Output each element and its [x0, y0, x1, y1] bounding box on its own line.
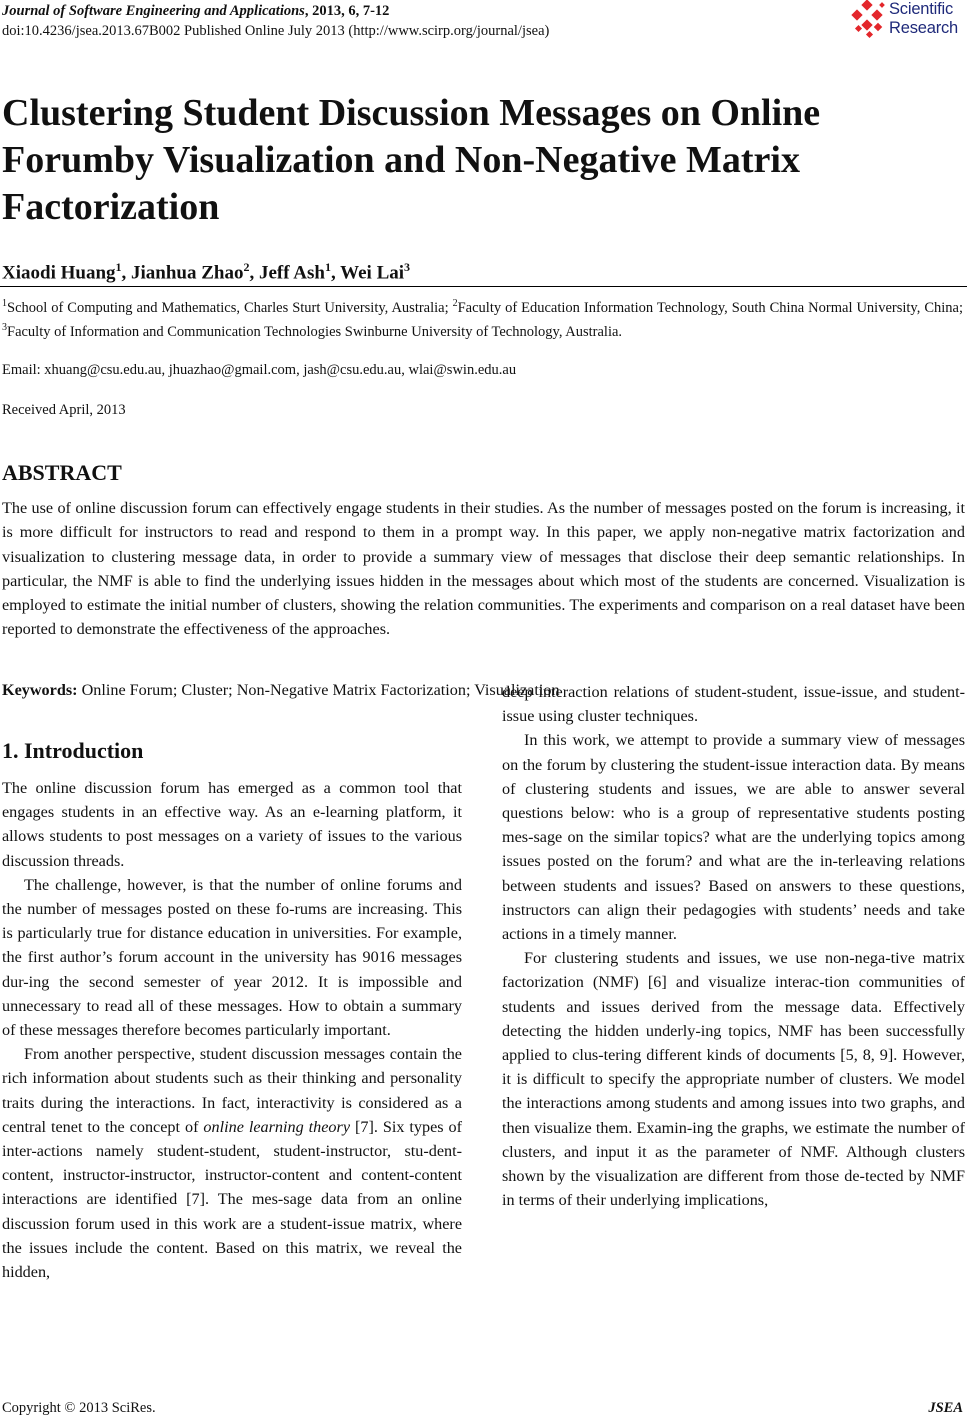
- paragraph: deep interaction relations of student-student, issue-issue, and student-issue using cluster techniques.: [502, 683, 965, 726]
- doi-line: doi:10.4236/jsea.2013.67B002 Published Online July 2013 (http://www.scirp.org/journal/jsea): [2, 23, 550, 39]
- author-separator: ,: [121, 262, 132, 284]
- keywords-text: Online Forum; Cluster; Non-Negative Matrix Factorization; Visualization: [77, 681, 560, 699]
- title-divider: [0, 286, 967, 287]
- paragraph-text: [7]. Six types of inter-actions namely student-student, student-instructor, stu-dent-content, instructor-instructor, instructor-content and content-content interactions are identified [7]. The mes-sage data from an online discussion forum used in this work are a student-issue matrix, where the issues include the content. Based on this matrix, we reveal the hidden,: [2, 1117, 463, 1282]
- author-emails: Email: xhuang@csu.edu.au, jhuazhao@gmail.com, jash@csu.edu.au, wlai@swin.edu.au: [2, 362, 517, 378]
- affil-sup: 2: [452, 298, 458, 309]
- affil-sup: 3: [2, 321, 7, 333]
- keywords-label: Keywords:: [2, 681, 78, 699]
- footer-journal-abbrev: JSEA: [928, 1400, 963, 1416]
- paragraph: The online discussion forum has emerged as a common tool that engages students in an effective way. As an e-learning platform, it allows students to post messages on a variety of issues to the various discussion threads.: [2, 779, 462, 870]
- author-affil-sup: 1: [115, 260, 122, 274]
- journal-volume: , 2013, 6, 7-12: [304, 3, 390, 19]
- affil-text: Faculty of Education Information Technology, South China Normal University, China;: [457, 299, 963, 316]
- affil-text: Faculty of Information and Communication Technologies Swinburne University of Technology, Australia.: [7, 323, 623, 340]
- journal-name: Journal of Software Engineering and Applications: [2, 3, 305, 19]
- emphasis-text: online learning theory: [203, 1117, 351, 1136]
- paragraph: For clustering students and issues, we use non-nega-tive matrix factorization (NMF) [6] and visualize interac-tion communities of students and issues derived from the message data. Effectively detecting the hidden underly-ing topics, NMF has been successfully applied to clus-tering different kinds of documents [5, 8, 9]. However, it is difficult to specify the appropriate number of clusters. We model the interactions among students and among issues into two graphs, and then visualize them. Examin-ing the graphs, we estimate the number of clusters, and input it as the parameter of NMF. Although clusters shown by the visualization are different from those de-tected by NMF in terms of their underlying implications,: [502, 949, 965, 1210]
- right-column: [502, 680, 965, 1212]
- author-affil-sup: 2: [243, 260, 250, 274]
- paragraph: [2, 1042, 462, 1284]
- affil-sup: 1: [2, 298, 7, 309]
- author-name: Wei Lai: [340, 262, 405, 284]
- keywords: [2, 678, 560, 702]
- author-list: [2, 254, 410, 286]
- abstract-body: The use of online discussion forum can effectively engage students in their studies. As the number of messages posted on the forum is increasing, it is more difficult for instructors to read and respond to them in a prompt way. In this paper, we apply non-negative matrix factorization and visualization to clustering message data, in order to provide a summary view of messages that disclose their deep semantic relationships. In particular, the NMF is able to find the underlying issues hidden in the messages about which most of the students are concerned. Visualization is employed to estimate the initial number of clusters, showing the relation communities. The experiments and comparison on a real dataset have been reported to demonstrate the effectiveness of the approaches.: [2, 499, 965, 639]
- author-separator: ,: [249, 262, 259, 284]
- publisher-logo: [850, 0, 967, 44]
- author-affil-sup: 3: [404, 260, 411, 274]
- paper-title: Clustering Student Discussion Messages on Online Forumby Visualization and Non-Negative Matrix Factorization: [2, 92, 821, 228]
- footer-copyright: Copyright © 2013 SciRes.: [2, 1400, 156, 1416]
- author-name: Jianhua Zhao: [131, 262, 244, 284]
- left-column: [2, 776, 462, 1284]
- journal-header: [2, 2, 389, 21]
- logo-text-line2: Research: [889, 19, 959, 37]
- scientific-research-logo-icon: [850, 0, 890, 44]
- author-separator: ,: [330, 262, 341, 284]
- abstract-heading: ABSTRACT: [2, 460, 122, 485]
- received-date: Received April, 2013: [2, 402, 126, 418]
- author-name: Jeff Ash: [259, 262, 325, 284]
- author-affil-sup: 1: [324, 260, 331, 274]
- paragraph-text: From another perspective, student discussion messages contain the rich information about students such as their thinking and personality traits during the interactions. In fact, interactivity is considered as a central tenet to the concept of: [2, 1045, 462, 1136]
- logo-text-line1: Scientific: [889, 0, 954, 18]
- section-heading-introduction: 1. Introduction: [2, 738, 144, 763]
- paragraph: The challenge, however, is that the number of online forums and the number of messages posted on these fo-rums are increasing. This is particularly true for distance education in universities. For example, the first author’s forum account in the university has 9016 messages dur-ing the second semester of year 2012. It is impossible and unnecessary to read all of these messages. How to obtain a summary of these messages therefore becomes particularly important.: [2, 875, 462, 1040]
- author-name: Xiaodi Huang: [2, 262, 116, 284]
- affiliations: [2, 294, 963, 342]
- logo-text: [889, 0, 958, 38]
- affil-text: School of Computing and Mathematics, Charles Sturt University, Australia;: [7, 299, 453, 316]
- paragraph: In this work, we attempt to provide a summary view of messages on the forum by clustering the student-issue interaction data. By means of clustering students and issues, we are able to answer several questions below: who is a group of representative students posting mes-sage on the similar topics? what are the underlying topics among issues posted on the forum? and what are the in-terleaving relations between students and issues? Based on answers to these questions, instructors can align their pedagogies with students’ needs and take actions in a timely manner.: [502, 731, 965, 944]
